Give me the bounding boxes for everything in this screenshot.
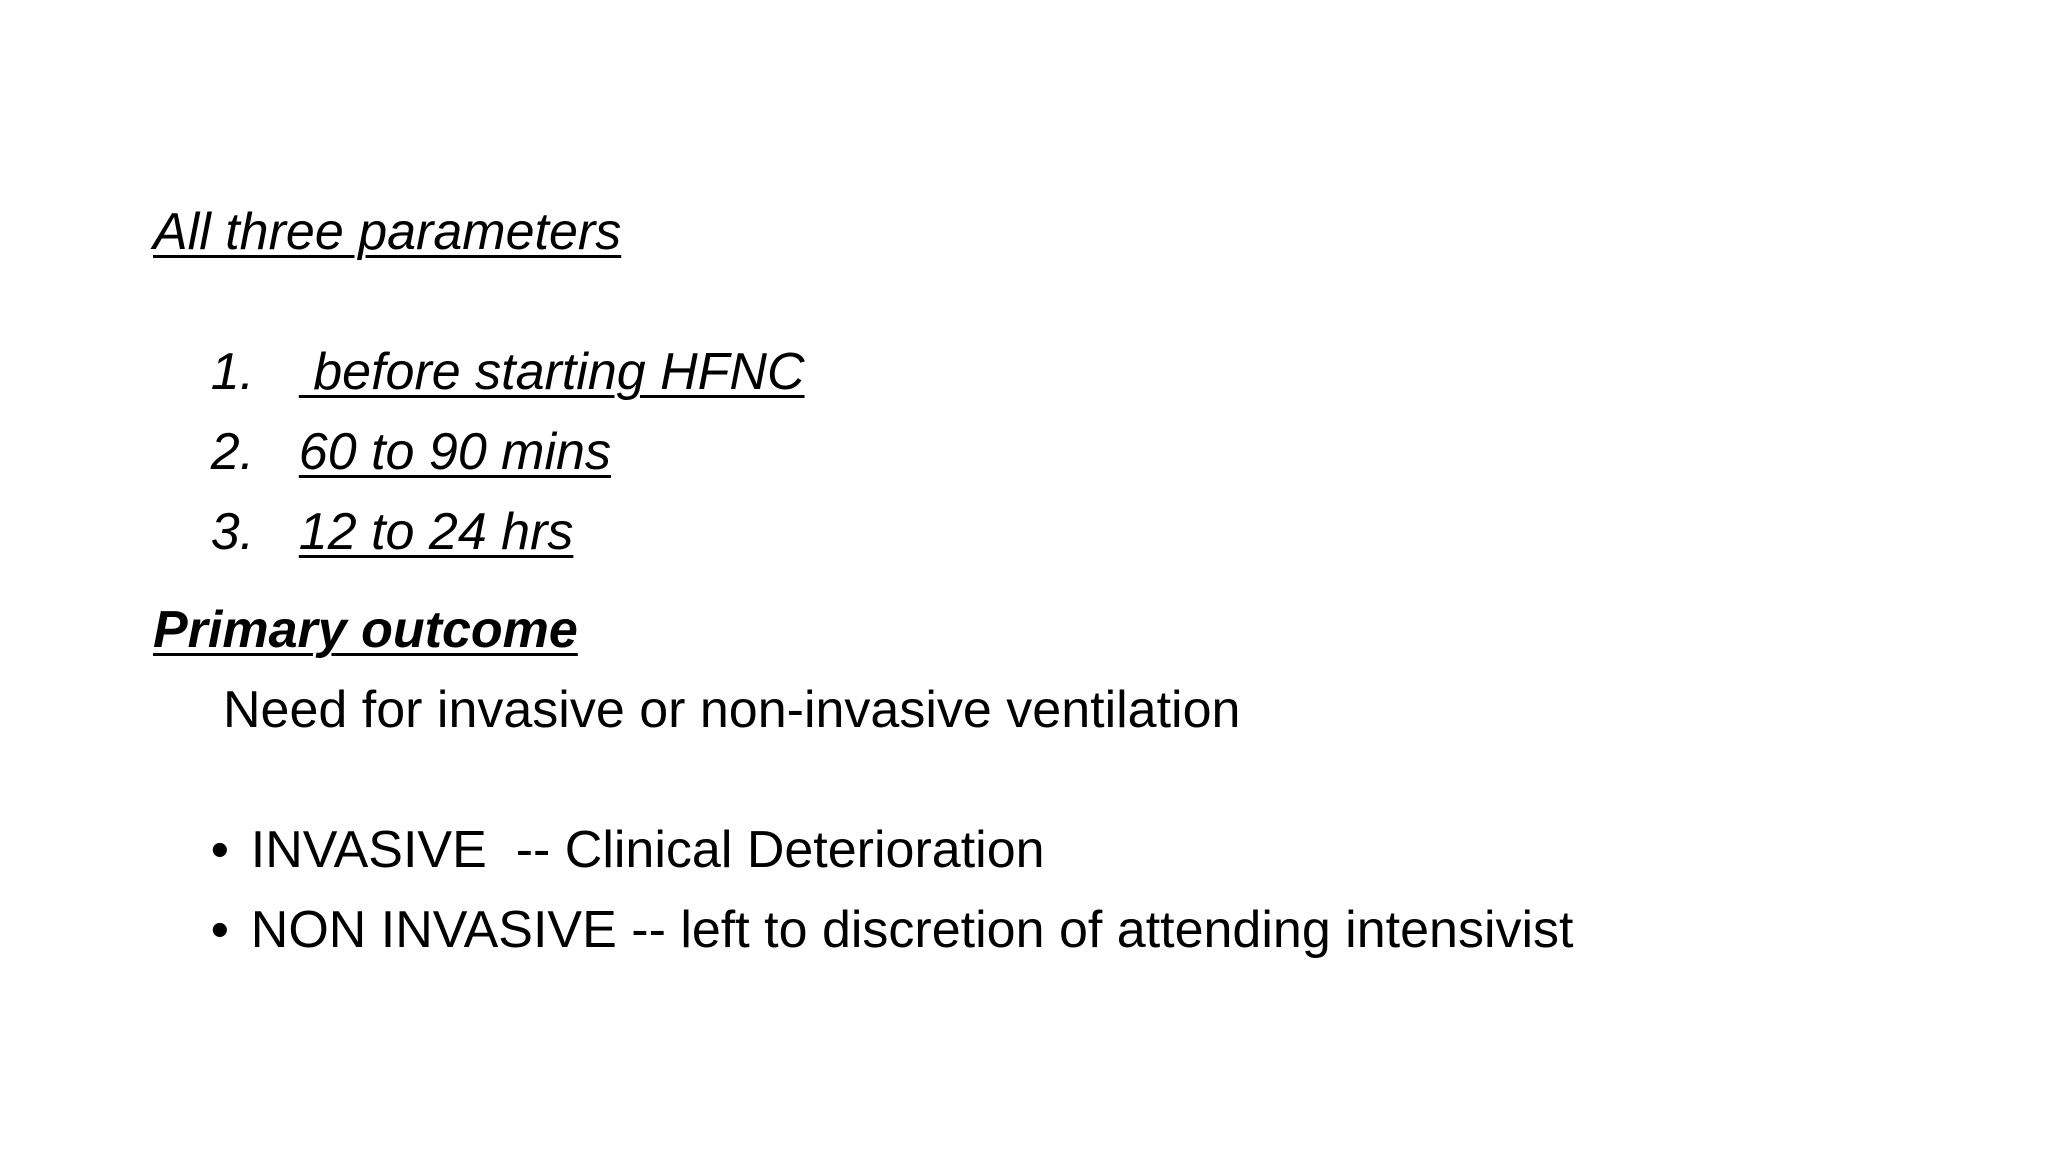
bullet-symbol: • [210, 821, 230, 879]
primary-outcome-title: Primary outcome [153, 601, 578, 659]
item-number: 1. [210, 343, 255, 401]
bullet-text: INVASIVE -- Clinical Deterioration [250, 821, 1045, 879]
item-text: 12 to 24 hrs [298, 503, 574, 561]
bullet-text: NON INVASIVE -- left to discretion of attending intensivist [250, 901, 1574, 959]
item-text: 60 to 90 mins [298, 423, 611, 481]
parameters-heading: All three parameters [153, 203, 622, 261]
primary-outcome-text: Need for invasive or non-invasive ventilation [223, 681, 1241, 739]
item-number: 3. [210, 503, 255, 561]
bullet-item [153, 840, 1574, 1020]
bullet-symbol: • [210, 901, 230, 959]
item-number: 2. [210, 423, 255, 481]
item-text: before starting HFNC [298, 343, 805, 401]
numbered-item [153, 442, 573, 622]
